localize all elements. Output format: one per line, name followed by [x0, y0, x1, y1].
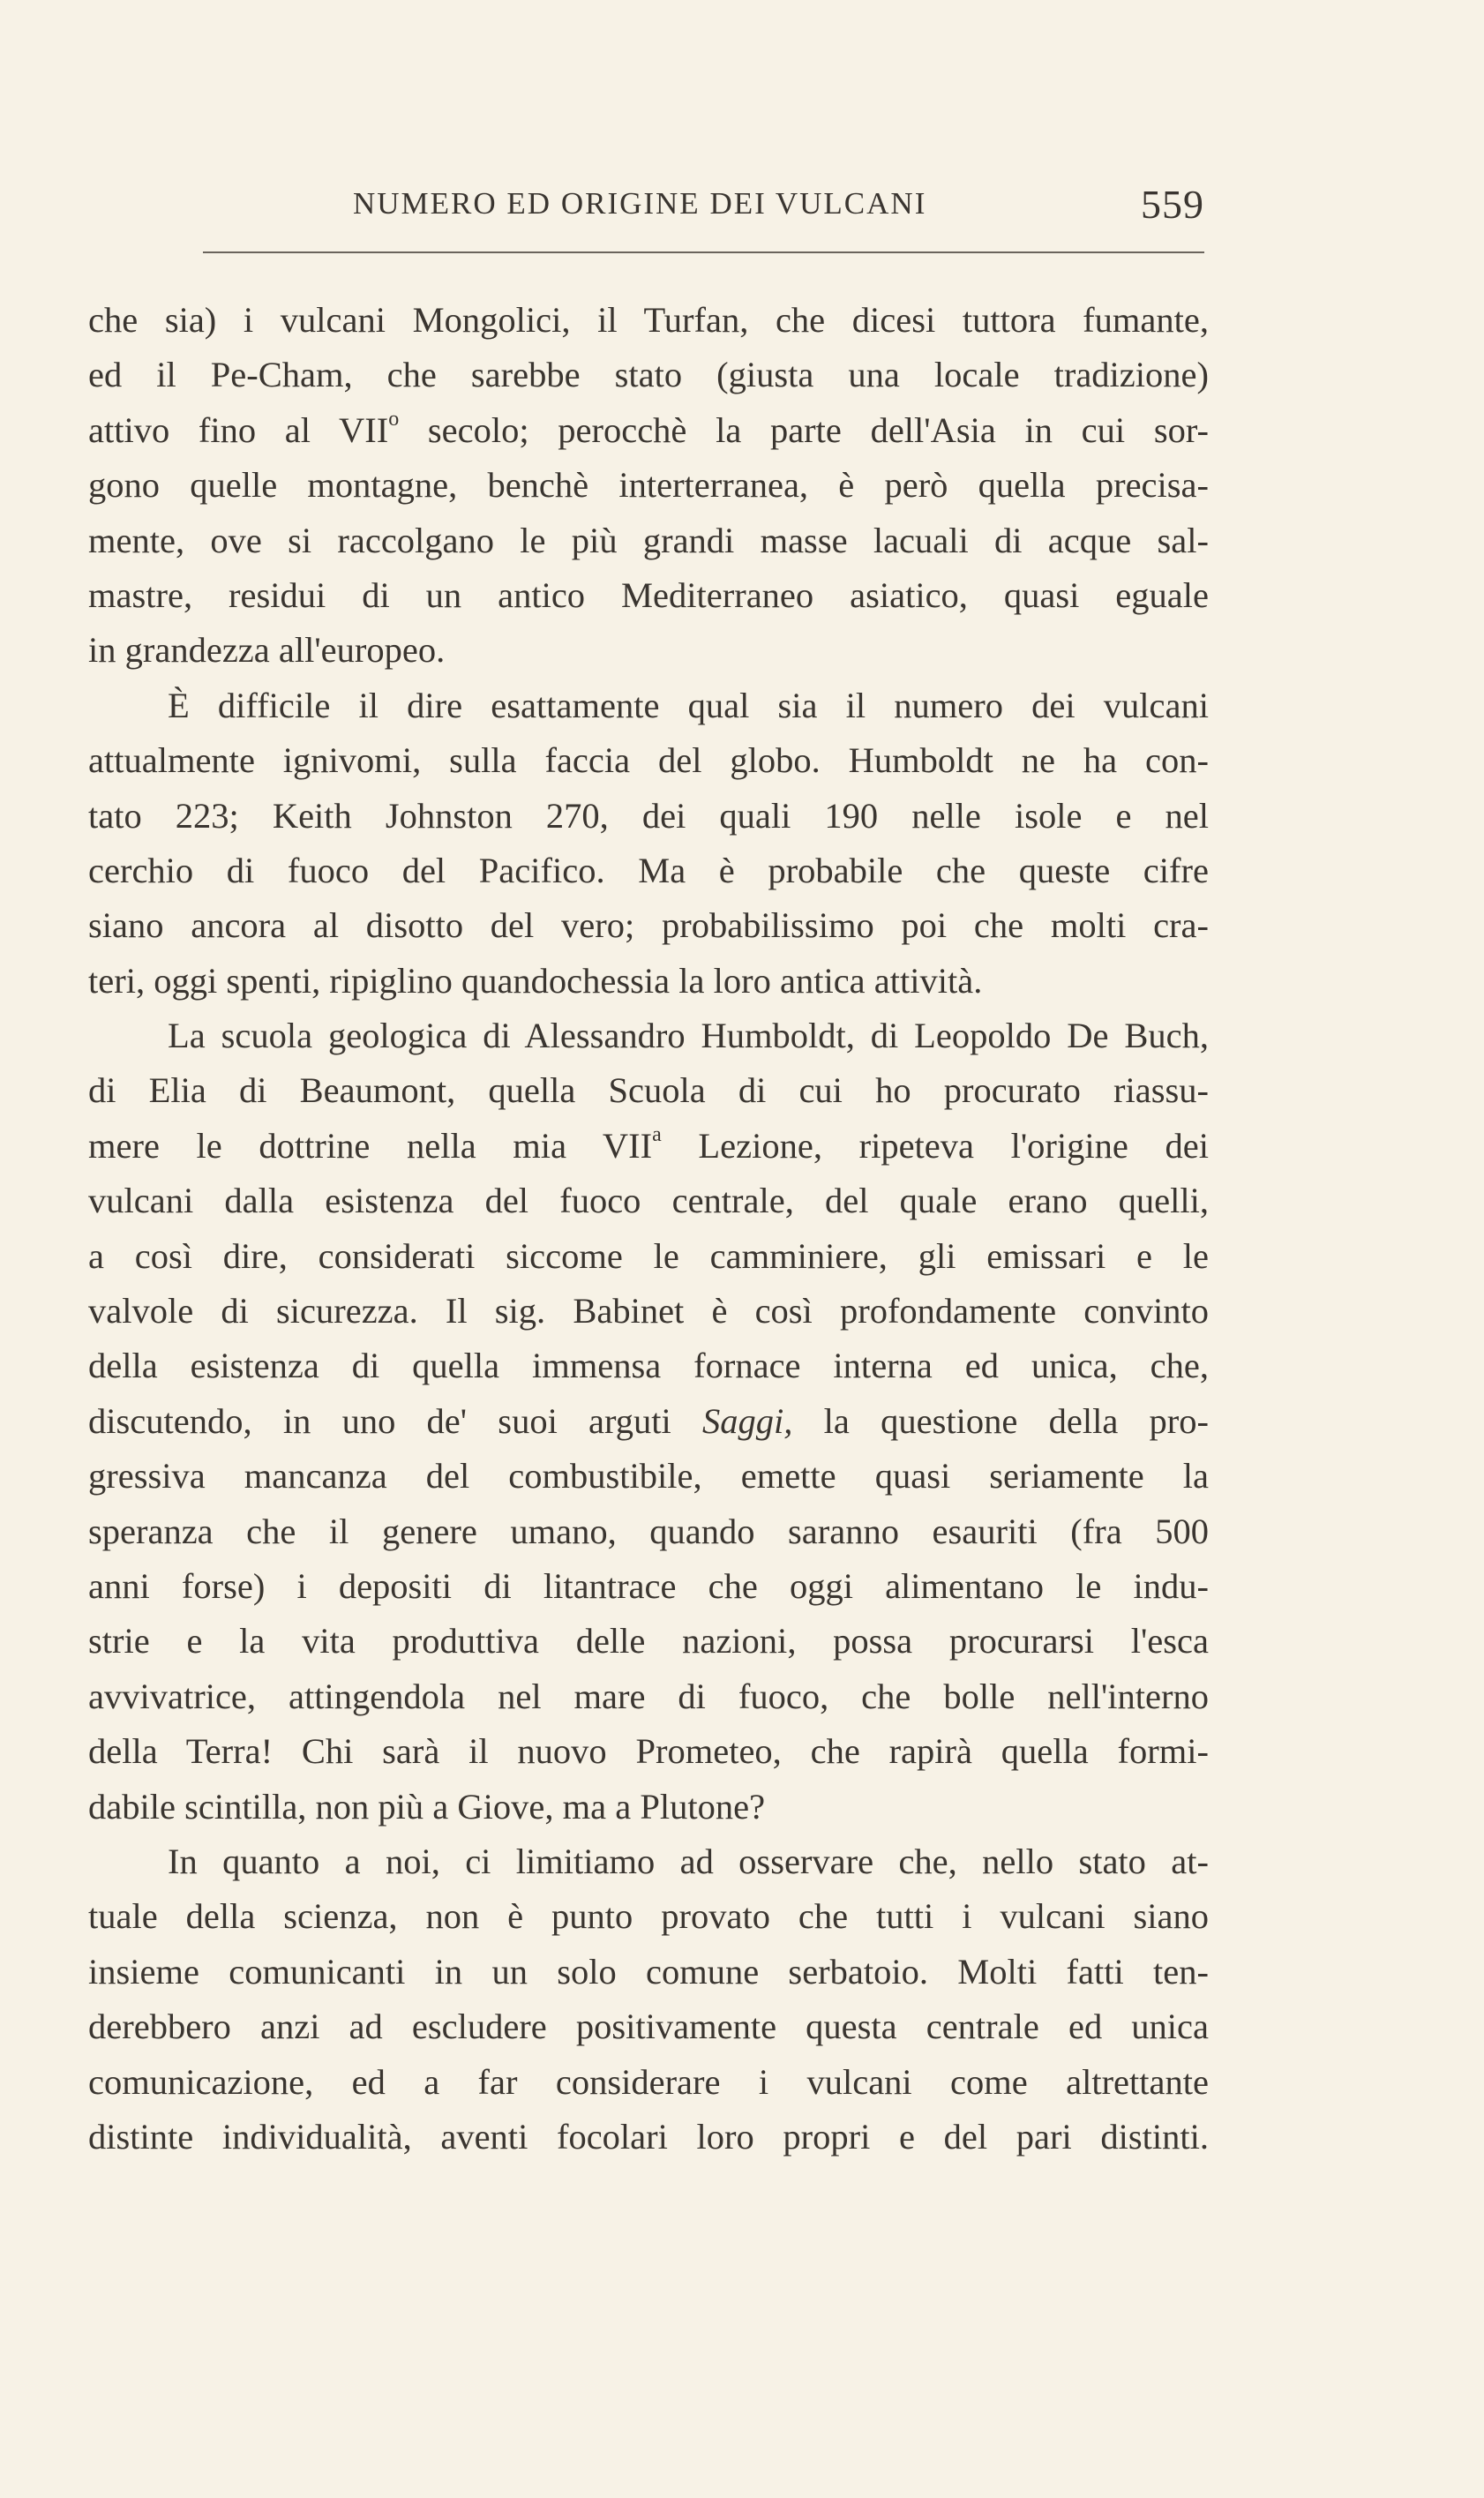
text-line: dabile scintilla, non più a Giove, ma a Plutone?: [88, 1786, 766, 1827]
text-line: gressiva mancanza del combustibile, emette quasi seriamente la: [88, 1456, 1209, 1497]
text-line: valvole di sicurezza. Il sig. Babinet è così profondamente convinto: [88, 1291, 1209, 1332]
text-line: distinte individualità, aventi focolari loro propri e del pari distinti.: [88, 2116, 1209, 2157]
text-line: gono quelle montagne, benchè interterranea, è però quella precisa-: [88, 465, 1209, 506]
text-line: attualmente ignivomi, sulla faccia del globo. Humboldt ne ha con-: [88, 740, 1209, 781]
text-line: discutendo, in uno de' suoi arguti Saggi, la questione della pro-: [88, 1400, 1210, 1441]
text-line: attivo fino al VII$^o$ secolo; perocchè la parte dell'Asia in cui sor-: [88, 408, 1209, 450]
text-line: avvivatrice, attingendola nel mare di fuoco, che bolle nell'interno: [88, 1676, 1209, 1716]
text-line: teri, oggi spenti, ripiglino quandochessia la loro antica attività.: [88, 960, 983, 1001]
text-line: strie e la vita produttiva delle nazioni, possa procurarsi l'esca: [88, 1621, 1209, 1662]
text-line: a così dire, considerati siccome le camminiere, gli emissari e le: [88, 1235, 1209, 1276]
italic-title: Saggi,: [702, 1400, 793, 1441]
running-title: NUMERO ED ORIGINE DEI VULCANI: [353, 186, 927, 221]
text-line: mere le dottrine nella mia VII$^a$ Lezione, ripeteva l'origine dei: [88, 1123, 1209, 1166]
text-line: della Terra! Chi sarà il nuovo Prometeo, che rapirà quella formi-: [88, 1731, 1209, 1772]
text-line: derebbero anzi ad escludere positivamente questa centrale ed unica: [88, 2007, 1209, 2047]
text-line: La scuola geologica di Alessandro Humboldt, di Leopoldo De Buch,: [168, 1016, 1209, 1056]
text-line: che sia) i vulcani Mongolici, il Turfan, che dicesi tuttora fumante,: [88, 300, 1209, 340]
text-line: tato 223; Keith Johnston 270, dei quali 190 nelle isole e nel: [88, 795, 1209, 836]
superscript: a: [652, 1123, 662, 1147]
text-line: mente, ove si raccolgano le più grandi masse lacuali di acque sal-: [88, 520, 1209, 560]
text-line: speranza che il genere umano, quando saranno esauriti (fra 500: [88, 1511, 1209, 1551]
text-line: cerchio di fuoco del Pacifico. Ma è probabile che queste cifre: [88, 850, 1209, 890]
text-line: tuale della scienza, non è punto provato che tutti i vulcani siano: [88, 1896, 1209, 1937]
page-number: 559: [1141, 182, 1204, 227]
text-line: ed il Pe-Cham, che sarebbe stato (giusta una locale tradizione): [88, 355, 1209, 395]
text-line: comunicazione, ed a far considerare i vulcani come altrettante: [88, 2061, 1209, 2102]
text-line: In quanto a noi, ci limitiamo ad osservare che, nello stato at-: [168, 1841, 1209, 1881]
text-line: in grandezza all'europeo.: [88, 630, 446, 671]
running-header: [203, 181, 1204, 234]
body-text: [88, 293, 1209, 2164]
text-line: siano ancora al disotto del vero; probabilissimo poi che molti cra-: [88, 905, 1209, 946]
text-line: mastre, residui di un antico Mediterraneo asiatico, quasi eguale: [88, 574, 1209, 615]
text-line: della esistenza di quella immensa fornace interna ed unica, che,: [88, 1346, 1209, 1386]
text-line: di Elia di Beaumont, quella Scuola di cui ho procurato riassu-: [88, 1070, 1209, 1111]
text-line: È difficile il dire esattamente qual sia il numero dei vulcani: [168, 685, 1209, 725]
text-line: insieme comunicanti in un solo comune serbatoio. Molti fatti ten-: [88, 1951, 1209, 1992]
header-rule: [203, 251, 1204, 253]
text-line: vulcani dalla esistenza del fuoco centrale, del quale erano quelli,: [88, 1181, 1209, 1221]
superscript: o: [388, 408, 400, 431]
text-line: anni forse) i depositi di litantrace che oggi alimentano le indu-: [88, 1565, 1209, 1606]
